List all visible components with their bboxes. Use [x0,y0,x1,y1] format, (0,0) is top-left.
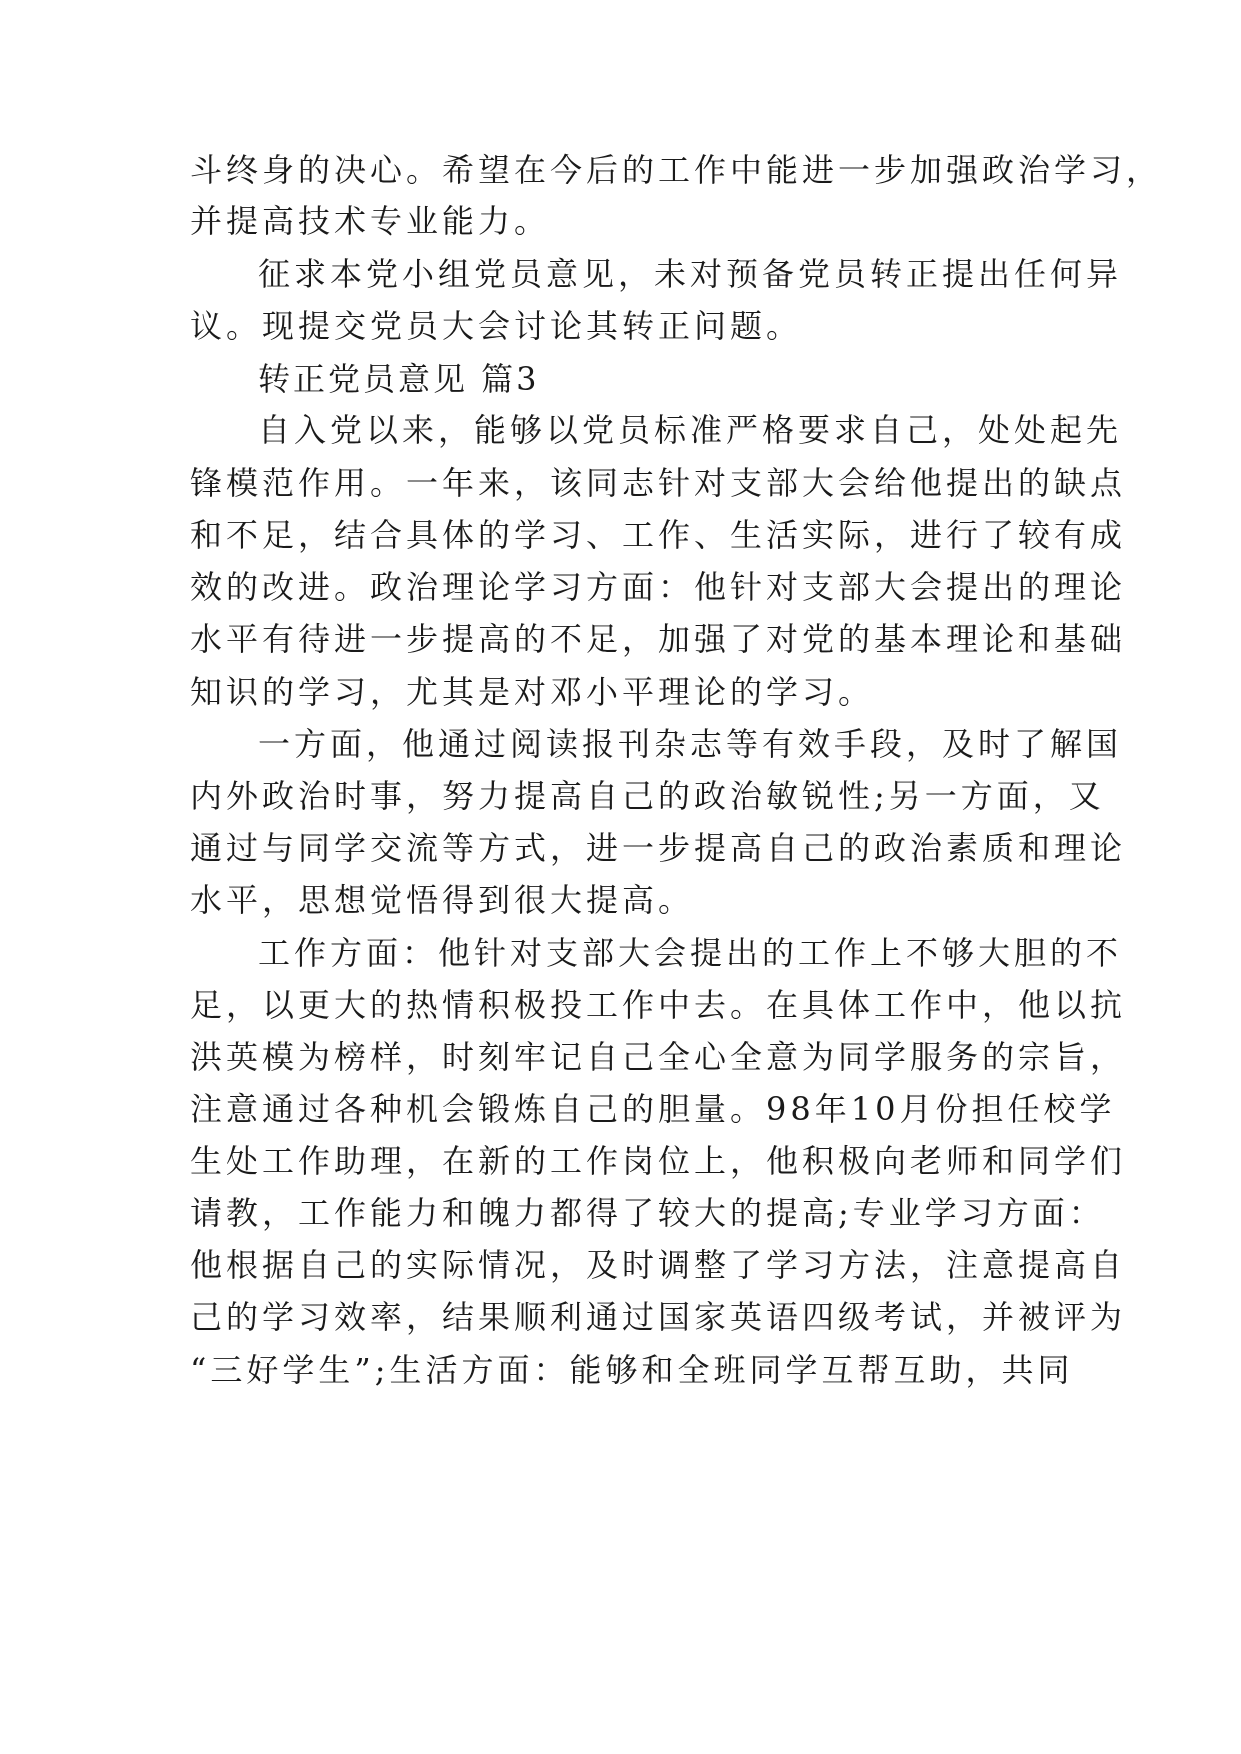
text-line: 自入党以来，能够以党员标准严格要求自己，处处起先 [258,411,1123,449]
text-line: 他根据自己的实际情况，及时调整了学习方法，注意提高自 [190,1246,1127,1284]
text-line: 洪英模为榜样，时刻牢记自己全心全意为同学服务的宗旨， [190,1038,1127,1076]
text-line: 生处工作助理，在新的工作岗位上，他积极向老师和同学们 [190,1142,1127,1180]
text-line: 足，以更大的热情积极投工作中去。在具体工作中，他以抗 [190,986,1127,1024]
text-line: 并提高技术专业能力。 [190,202,551,240]
text-line: 斗终身的决心。希望在今后的工作中能进一步加强政治学习， [190,151,1163,189]
text-line: 请教，工作能力和魄力都得了较大的提高;专业学习方面： [190,1194,1105,1232]
text-line: 水平有待进一步提高的不足，加强了对党的基本理论和基础 [190,620,1127,658]
text-line: 工作方面：他针对支部大会提出的工作上不够大胆的不 [258,934,1123,972]
text-line: 知识的学习，尤其是对邓小平理论的学习。 [190,673,875,711]
text-line: 一方面，他通过阅读报刊杂志等有效手段，及时了解国 [258,725,1123,763]
text-line: 内外政治时事，努力提高自己的政治敏锐性;另一方面，又 [190,777,1105,815]
text-line: 注意通过各种机会锻炼自己的胆量。98年10月份担任校学 [190,1090,1116,1128]
text-line: 水平，思想觉悟得到很大提高。 [190,881,695,919]
text-line: 议。现提交党员大会讨论其转正问题。 [190,307,803,345]
text-line: 征求本党小组党员意见，未对预备党员转正提出任何异 [258,255,1123,293]
text-line: “三好学生”;生活方面：能够和全班同学互帮互助，共同 [190,1351,1074,1389]
text-line: 效的改进。政治理论学习方面：他针对支部大会提出的理论 [190,568,1127,606]
text-line: 己的学习效率，结果顺利通过国家英语四级考试，并被评为 [190,1298,1127,1336]
text-line: 锋模范作用。一年来，该同志针对支部大会给他提出的缺点 [190,464,1127,502]
text-line: 通过与同学交流等方式，进一步提高自己的政治素质和理论 [190,829,1127,867]
section-heading: 转正党员意见 篇3 [258,360,540,398]
text-line: 和不足，结合具体的学习、工作、生活实际，进行了较有成 [190,516,1127,554]
